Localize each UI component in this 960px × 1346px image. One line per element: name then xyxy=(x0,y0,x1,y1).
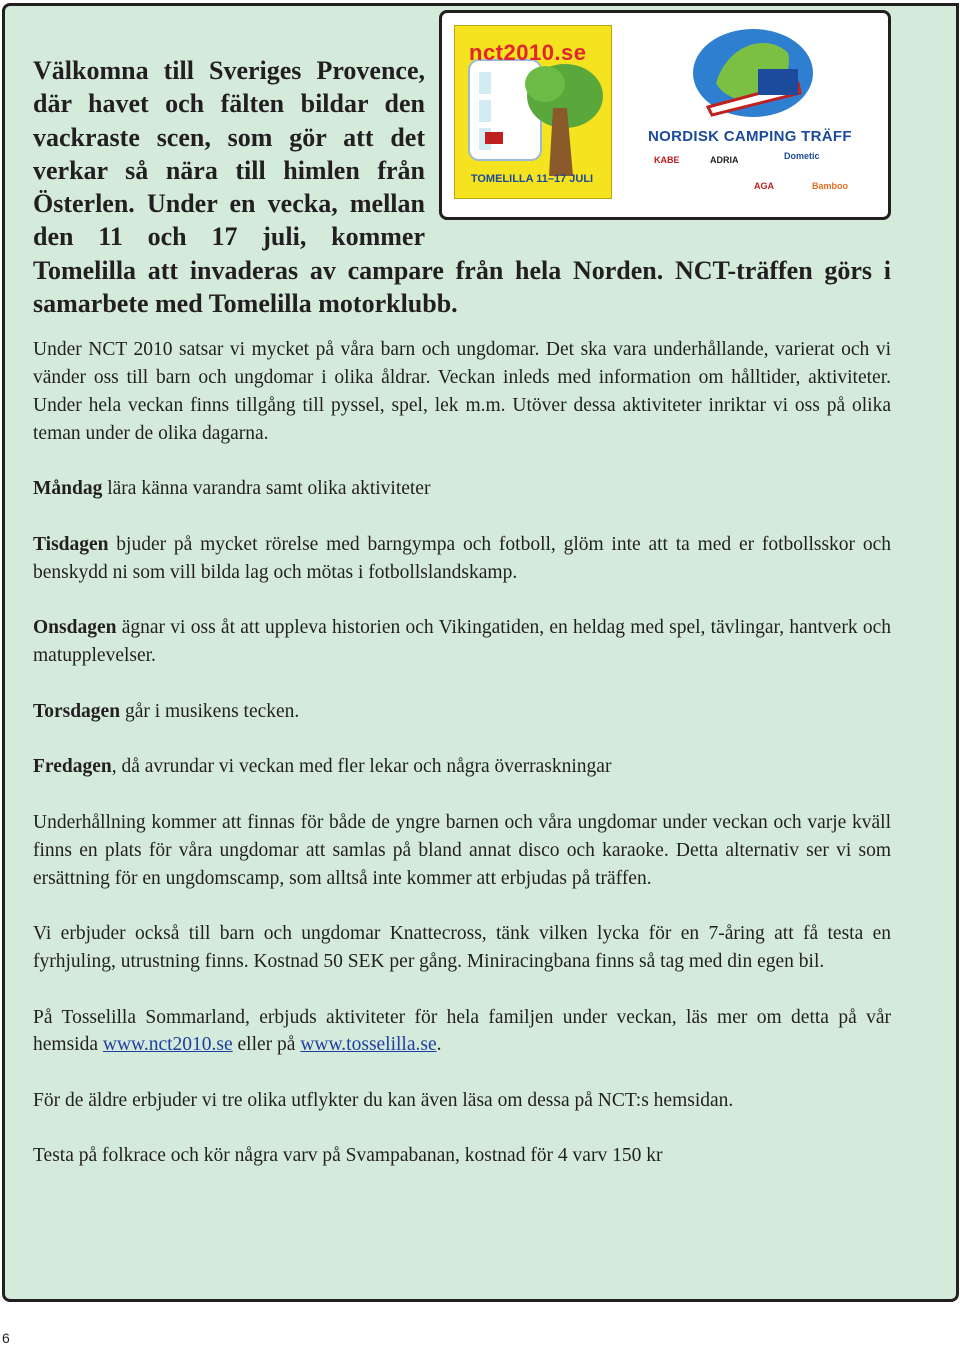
article xyxy=(33,6,891,1170)
thursday-paragraph xyxy=(33,698,891,726)
nordisk-camping-title: NORDISK CAMPING TRÄFF xyxy=(648,128,852,145)
monday-label: Måndag xyxy=(33,478,103,500)
nct-logo-date: TOMELILLA 11–17 JULI xyxy=(470,173,594,185)
tuesday-paragraph xyxy=(33,531,891,587)
wednesday-text: ägnar vi oss åt att uppleva historien och Vikingatiden, en heldag med spel, tävlingar, hantverk och matupplevelser. xyxy=(33,617,891,667)
sponsor-kabe: KABE xyxy=(654,155,680,165)
nordic-map-icon xyxy=(688,23,818,123)
sponsor-bamboo: Bamboo xyxy=(812,181,848,191)
tosselilla-link[interactable]: www.tosselilla.se xyxy=(300,1034,437,1056)
tuesday-label: Tisdagen xyxy=(33,533,109,555)
friday-text: , då avrundar vi veckan med fler lekar och några överraskningar xyxy=(111,756,612,778)
friday-paragraph xyxy=(33,753,891,781)
monday-paragraph xyxy=(33,475,891,503)
wednesday-label: Onsdagen xyxy=(33,617,117,639)
tosselilla-text-mid: eller på xyxy=(232,1034,301,1056)
nct2010-link[interactable]: www.nct2010.se xyxy=(102,1034,233,1056)
folkrace-paragraph: Testa på folkrace och kör några varv på Svampabanan, kostnad för 4 varv 150 kr xyxy=(33,1145,663,1167)
tuesday-text: bjuder på mycket rörelse med barngympa och fotboll, glöm inte att ta med er fotbollsskor och benskydd ni som vill bilda lag och mötas i fotbollslandskamp. xyxy=(33,533,891,583)
thursday-text: går i musikens tecken. xyxy=(120,700,300,722)
page-number: 6 xyxy=(2,1330,10,1346)
nct-logo xyxy=(439,10,891,220)
tosselilla-text-post: . xyxy=(436,1034,442,1056)
knattecross-paragraph: Vi erbjuder också till barn och ungdomar Knattecross, tänk vilken lycka för en 7-åring att få testa en fyrhjuling, utrustning finns. Kostnad 50 SEK per gång. Miniracingbana finns så tag med din egen bil. xyxy=(33,923,891,972)
sponsor-aga: AGA xyxy=(754,181,774,191)
intro-text: Välkomna till Sveriges Provence, där havet och fälten bildar den vackraste scen, som gör att det verkar så nära till himlen från Österlen. Under en vecka, mellan den 11 och 17 juli, kommer Tomelilla att invaderas av campare från hela Norden. NCT-träffen görs i samarbete med Tomelilla motorklubb. xyxy=(33,56,891,319)
intro-section xyxy=(33,6,891,320)
nct-logo-title: nct2010.se xyxy=(469,40,587,65)
entertainment-paragraph: Underhållning kommer att finnas för både de yngre barnen och våra ungdomar under veckan och varje kväll finns en plats för våra ungdomar att samlas på bland annat disco och karaoke. Detta alternativ ser vi som ersättning för en ungdomscamp, som alltså inte kommer att erbjudas på träffen. xyxy=(33,811,891,889)
friday-label: Fredagen xyxy=(33,756,112,778)
thursday-label: Torsdagen xyxy=(33,700,121,722)
sponsor-logos xyxy=(654,151,854,205)
excursions-paragraph: För de äldre erbjuder vi tre olika utflykter du kan även läsa om dessa på NCT:s hemsidan. xyxy=(33,1089,734,1111)
content-panel xyxy=(2,3,959,1302)
tosselilla-paragraph xyxy=(33,1004,891,1060)
intro-paragraph: Under NCT 2010 satsar vi mycket på våra barn och ungdomar. Det ska vara underhållande, varierat och vi vänder oss till barn och ungdomar i olika åldrar. Veckan inleds med information om hålltider, aktiviteter. Under hela veckan finns tillgång till pyssel, spel, lek m.m. Utöver dessa aktiviteter inriktar vi oss på olika teman under de olika dagarna. xyxy=(33,339,891,444)
sponsor-adria: ADRIA xyxy=(710,155,739,165)
wednesday-paragraph xyxy=(33,614,891,670)
tosselilla-text-pre: På Tosselilla Sommarland, erbjuds aktiviteter för hela familjen under veckan, läs mer om detta på vår hemsida xyxy=(33,1006,891,1056)
monday-text: lära känna varandra samt olika aktiviteter xyxy=(102,478,431,500)
sponsor-dometic: Dometic xyxy=(784,151,820,161)
